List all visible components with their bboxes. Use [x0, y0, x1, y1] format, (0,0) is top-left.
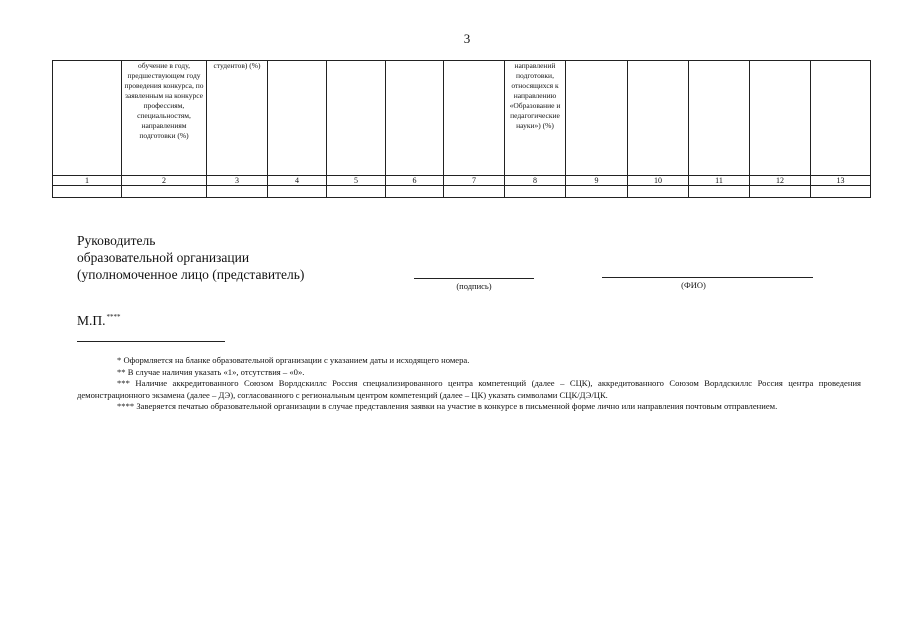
header-cell	[386, 61, 444, 176]
header-cell: обучение в году, предшествующем году проведения конкурса, по заявленным на конкурсе профессиям, специальностям, направлениям подготовки (%)	[122, 61, 207, 176]
footnote-separator	[77, 341, 225, 342]
header-cell	[53, 61, 122, 176]
stamp-footnote-marker: ****	[106, 313, 121, 321]
column-number: 1	[53, 176, 122, 186]
empty-cell	[628, 186, 689, 198]
signatory-title-line: Руководитель	[77, 233, 156, 248]
footnote: **** Заверяется печатью образовательной организации в случае представления заявки на участие в конкурсе в письменной форме лично или направления почтовым отправлением.	[117, 401, 778, 411]
name-caption: (ФИО)	[681, 280, 706, 290]
header-cell	[811, 61, 871, 176]
column-number: 8	[505, 176, 566, 186]
empty-cell	[268, 186, 327, 198]
empty-cell	[327, 186, 386, 198]
signature-line	[414, 278, 534, 279]
header-cell	[689, 61, 750, 176]
column-number: 7	[444, 176, 505, 186]
column-number: 3	[207, 176, 268, 186]
header-cell	[444, 61, 505, 176]
footnote: * Оформляется на бланке образовательной организации с указанием даты и исходящего номера.	[117, 355, 470, 365]
column-number: 4	[268, 176, 327, 186]
footnotes	[77, 355, 861, 413]
stamp-label: М.П.	[77, 313, 106, 328]
column-number: 9	[566, 176, 628, 186]
header-cell	[268, 61, 327, 176]
signatory-title	[77, 232, 304, 283]
header-cell	[628, 61, 689, 176]
column-number: 11	[689, 176, 750, 186]
empty-cell	[386, 186, 444, 198]
column-number-row	[53, 176, 871, 186]
header-cell	[327, 61, 386, 176]
column-number: 10	[628, 176, 689, 186]
page-number: 3	[463, 31, 471, 46]
empty-cell	[444, 186, 505, 198]
name-line	[602, 277, 813, 278]
column-number: 12	[750, 176, 811, 186]
stamp-place	[77, 313, 121, 329]
empty-cell	[689, 186, 750, 198]
empty-cell	[122, 186, 207, 198]
header-cell: направлений подготовки, относящихся к направлению «Образование и педагогические науки») (%)	[505, 61, 566, 176]
column-number: 2	[122, 176, 207, 186]
empty-row	[53, 186, 871, 198]
footnote: *** Наличие аккредитованного Союзом Ворлдскиллс Россия специализированного центра компетенций (далее – СЦК), аккредитованного Союзом Ворлдскиллс Россия центра проведения демонстрационного экзамена (далее – ДЭ), согласованного с региональным центром компетенций (далее – ЦК) указать символами СЦК/ДЭ/ЦК.	[77, 378, 861, 400]
column-number: 5	[327, 176, 386, 186]
signatory-title-line: (уполномоченное лицо (представитель)	[77, 267, 305, 282]
footnote: ** В случае наличия указать «1», отсутствия – «0».	[117, 366, 305, 377]
empty-cell	[53, 186, 122, 198]
column-number: 6	[386, 176, 444, 186]
header-cell: студентов) (%)	[207, 61, 268, 176]
empty-cell	[505, 186, 566, 198]
empty-cell	[207, 186, 268, 198]
signature-caption: (подпись)	[456, 281, 492, 291]
empty-cell	[811, 186, 871, 198]
empty-cell	[750, 186, 811, 198]
empty-cell	[566, 186, 628, 198]
column-number: 13	[811, 176, 871, 186]
table-header-row	[53, 61, 871, 176]
signatory-title-line: образовательной организации	[77, 250, 250, 265]
header-cell	[566, 61, 628, 176]
data-table	[52, 60, 871, 198]
header-cell	[750, 61, 811, 176]
